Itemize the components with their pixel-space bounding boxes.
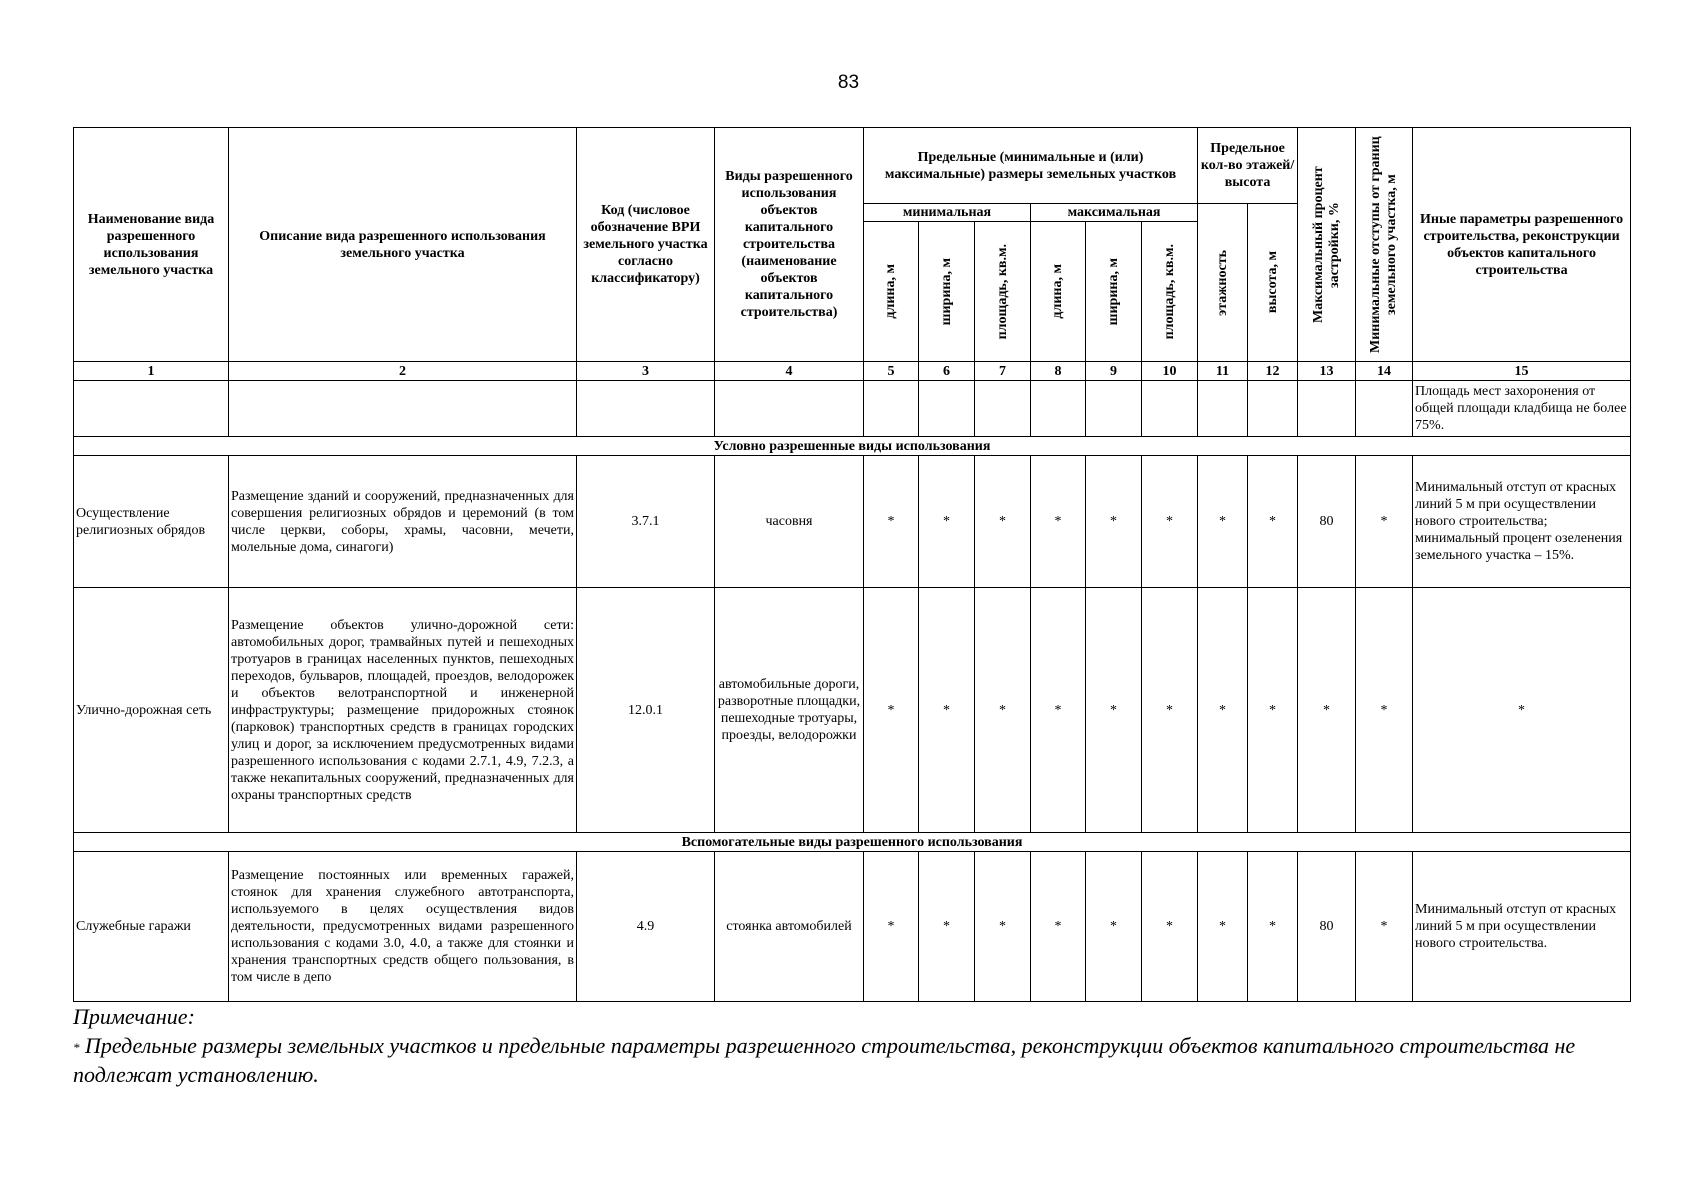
- cell-code: 4.9: [577, 852, 715, 1002]
- header-objects: Виды разрешенного использования объектов капитального строительства (наименование объектов капитального строительства): [715, 128, 864, 362]
- column-numbers-row: [74, 362, 1631, 381]
- cell-description: Размещение зданий и сооружений, предназначенных для совершения религиозных обрядов и церемоний (в том числе церкви, соборы, храмы, часовни, мечети, молельные дома, синагоги): [229, 456, 577, 588]
- cell-coverage: *: [1298, 588, 1356, 833]
- cell-objects: автомобильные дороги, разворотные площадки, пешеходные тротуары, проезды, велодорожки: [715, 588, 864, 833]
- cell-setback: *: [1356, 456, 1413, 588]
- header-max-coverage: Максимальный процент застройки, %: [1298, 128, 1356, 362]
- column-number: 7: [975, 362, 1031, 381]
- header-floors: этажность: [1198, 204, 1248, 362]
- cell-height: *: [1248, 588, 1298, 833]
- header-floors-height: Предельное кол-во этажей/ высота: [1198, 128, 1298, 204]
- cell-max-width: *: [1086, 852, 1142, 1002]
- header-min-setbacks: Минимальные отступы от границ земельного участка, м: [1356, 128, 1413, 362]
- cell-min-area: *: [975, 456, 1031, 588]
- cell-min-area: *: [975, 852, 1031, 1002]
- cell-max-width: *: [1086, 588, 1142, 833]
- cell-description: Размещение постоянных или временных гаражей, стоянок для хранения служебного автотранспорта, используемого в целях осуществления видов деятельности, предусмотренных видами разрешенного использования с кодами 3.0, 4.0, а также для стоянки и хранения транспортных средств общего пользования, в том числе в депо: [229, 852, 577, 1002]
- footnote: [73, 1002, 1633, 1089]
- table-row: [74, 852, 1631, 1002]
- cell-min-width: *: [919, 852, 975, 1002]
- header-max-width: ширина, м: [1086, 222, 1142, 362]
- cell-coverage: 80: [1298, 852, 1356, 1002]
- cell-max-length: *: [1031, 852, 1086, 1002]
- section-heading-row: [74, 833, 1631, 852]
- column-number: 10: [1142, 362, 1198, 381]
- column-number: 5: [864, 362, 919, 381]
- cell-objects: часовня: [715, 456, 864, 588]
- cell-min-width: *: [919, 588, 975, 833]
- cell-floors: *: [1198, 852, 1248, 1002]
- cell-min-length: *: [864, 588, 919, 833]
- cell-name: Осуществление религиозных обрядов: [74, 456, 229, 588]
- header-code: Код (числовое обозначение ВРИ земельного участка согласно классификатору): [577, 128, 715, 362]
- cell-other-params: Площадь мест захоронения от общей площади кладбища не более 75%.: [1413, 381, 1631, 437]
- cell-description: Размещение объектов улично-дорожной сети: автомобильных дорог, трамвайных путей и пешеходных тротуаров в границах населенных пунктов, пешеходных переходов, бульваров, площадей, проездов, велодорожек и объектов велотранспортной и инженерной инфраструктуры; размещение придорожных стоянок (парковок) транспортных средств в границах городских улиц и дорог, за исключением предусмотренных видами разрешенного использования с кодами 2.7.1, 4.9, 7.2.3, а также некапитальных сооружений, предназначенных для охраны транспортных средств: [229, 588, 577, 833]
- header-name: Наименование вида разрешенного использования земельного участка: [74, 128, 229, 362]
- cell-max-width: *: [1086, 456, 1142, 588]
- column-number: 15: [1413, 362, 1631, 381]
- cell-code: 12.0.1: [577, 588, 715, 833]
- column-number: 8: [1031, 362, 1086, 381]
- cell-max-length: *: [1031, 456, 1086, 588]
- cell-min-area: *: [975, 588, 1031, 833]
- header-min-width: ширина, м: [919, 222, 975, 362]
- cell-other-params: *: [1413, 588, 1631, 833]
- header-plot-sizes: Предельные (минимальные и (или) максимальные) размеры земельных участков: [864, 128, 1198, 204]
- footnote-text: Предельные размеры земельных участков и предельные параметры разрешенного строительства, реконструкции объектов капитального строительства не подлежат установлению.: [73, 1033, 1576, 1087]
- header-description: Описание вида разрешенного использования земельного участка: [229, 128, 577, 362]
- cell-other-params: Минимальный отступ от красных линий 5 м при осуществлении нового строительства.: [1413, 852, 1631, 1002]
- cell-setback: *: [1356, 588, 1413, 833]
- column-number: 3: [577, 362, 715, 381]
- column-number: 12: [1248, 362, 1298, 381]
- cell-floors: *: [1198, 456, 1248, 588]
- column-number: 11: [1198, 362, 1248, 381]
- cell-objects: стоянка автомобилей: [715, 852, 864, 1002]
- footnote-body: [73, 1031, 1633, 1089]
- column-number: 1: [74, 362, 229, 381]
- table-row-continued: [74, 381, 1631, 437]
- section-conditional: Условно разрешенные виды использования: [74, 437, 1631, 456]
- cell-min-width: *: [919, 456, 975, 588]
- footnote-marker: *: [73, 1040, 80, 1055]
- header-min-length: длина, м: [864, 222, 919, 362]
- cell-max-area: *: [1142, 852, 1198, 1002]
- header-height: высота, м: [1248, 204, 1298, 362]
- cell-height: *: [1248, 852, 1298, 1002]
- column-number: 14: [1356, 362, 1413, 381]
- cell-max-length: *: [1031, 588, 1086, 833]
- header-max-length: длина, м: [1031, 222, 1086, 362]
- cell-floors: *: [1198, 588, 1248, 833]
- table-row: [74, 588, 1631, 833]
- cell-other-params: Минимальный отступ от красных линий 5 м при осуществлении нового строительства; минимальный процент озеленения земельного участка – 15%.: [1413, 456, 1631, 588]
- cell-setback: *: [1356, 852, 1413, 1002]
- table-row: [74, 456, 1631, 588]
- cell-max-area: *: [1142, 588, 1198, 833]
- footnote-title: Примечание:: [73, 1004, 195, 1029]
- header-other-params: Иные параметры разрешенного строительства, реконструкции объектов капитального строительства: [1413, 128, 1631, 362]
- column-number: 13: [1298, 362, 1356, 381]
- section-auxiliary: Вспомогательные виды разрешенного использования: [74, 833, 1631, 852]
- cell-min-length: *: [864, 456, 919, 588]
- column-number: 6: [919, 362, 975, 381]
- column-number: 2: [229, 362, 577, 381]
- header-max-area: площадь, кв.м.: [1142, 222, 1198, 362]
- page-number: 83: [837, 72, 860, 93]
- cell-code: 3.7.1: [577, 456, 715, 588]
- section-heading-row: [74, 437, 1631, 456]
- cell-min-length: *: [864, 852, 919, 1002]
- cell-name: Служебные гаражи: [74, 852, 229, 1002]
- regulations-table: [73, 127, 1631, 1002]
- cell-name: Улично-дорожная сеть: [74, 588, 229, 833]
- column-number: 4: [715, 362, 864, 381]
- column-number: 9: [1086, 362, 1142, 381]
- cell-max-area: *: [1142, 456, 1198, 588]
- header-maximum: максимальная: [1031, 204, 1198, 222]
- header-min-area: площадь, кв.м.: [975, 222, 1031, 362]
- cell-height: *: [1248, 456, 1298, 588]
- cell-coverage: 80: [1298, 456, 1356, 588]
- header-minimum: минимальная: [864, 204, 1031, 222]
